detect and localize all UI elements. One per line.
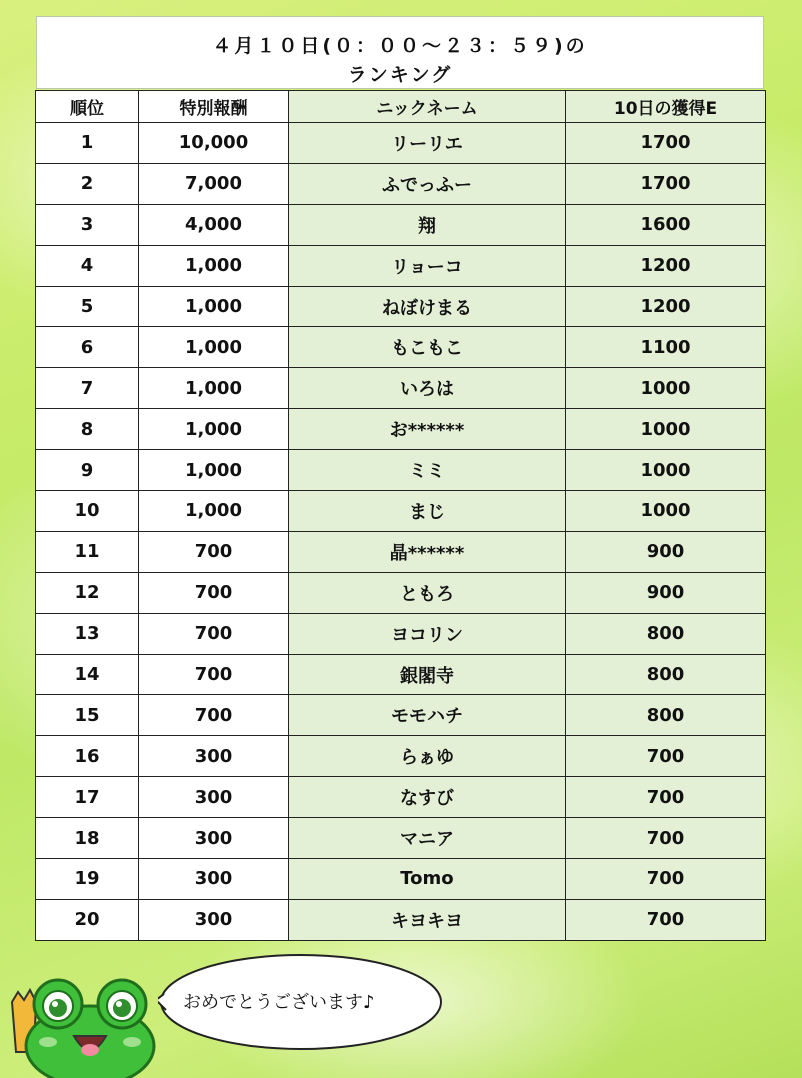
rank-cell: 14 bbox=[36, 654, 139, 695]
points-cell: 1700 bbox=[566, 123, 766, 164]
points-cell: 1000 bbox=[566, 491, 766, 532]
reward-cell: 4,000 bbox=[139, 204, 289, 245]
reward-cell: 700 bbox=[139, 695, 289, 736]
rank-cell: 16 bbox=[36, 736, 139, 777]
reward-cell: 700 bbox=[139, 531, 289, 572]
table-row bbox=[36, 572, 766, 613]
rank-cell: 4 bbox=[36, 245, 139, 286]
reward-cell: 1,000 bbox=[139, 450, 289, 491]
table-row bbox=[36, 695, 766, 736]
rank-cell: 1 bbox=[36, 123, 139, 164]
reward-cell: 300 bbox=[139, 736, 289, 777]
nickname-cell: リョーコ bbox=[289, 245, 566, 286]
points-cell: 900 bbox=[566, 572, 766, 613]
table-row bbox=[36, 286, 766, 327]
points-cell: 900 bbox=[566, 531, 766, 572]
nickname-cell: 銀閣寺 bbox=[289, 654, 566, 695]
nickname-cell: ミミ bbox=[289, 450, 566, 491]
page-title: ４月１０日(０：００〜２３：５９)の bbox=[212, 35, 588, 57]
table-row bbox=[36, 204, 766, 245]
ranking-table-body bbox=[36, 123, 766, 941]
table-row bbox=[36, 450, 766, 491]
reward-cell: 700 bbox=[139, 654, 289, 695]
nickname-cell: ともろ bbox=[289, 572, 566, 613]
table-row bbox=[36, 409, 766, 450]
rank-cell: 8 bbox=[36, 409, 139, 450]
points-cell: 1700 bbox=[566, 163, 766, 204]
rank-cell: 12 bbox=[36, 572, 139, 613]
table-row bbox=[36, 327, 766, 368]
reward-cell: 300 bbox=[139, 859, 289, 900]
table-row bbox=[36, 163, 766, 204]
header-rank: 順位 bbox=[36, 91, 139, 123]
points-cell: 700 bbox=[566, 736, 766, 777]
nickname-cell: Tomo bbox=[289, 859, 566, 900]
rank-cell: 11 bbox=[36, 531, 139, 572]
points-cell: 700 bbox=[566, 818, 766, 859]
points-cell: 1200 bbox=[566, 245, 766, 286]
rank-cell: 10 bbox=[36, 491, 139, 532]
points-cell: 1000 bbox=[566, 450, 766, 491]
reward-cell: 700 bbox=[139, 613, 289, 654]
table-row bbox=[36, 368, 766, 409]
rank-cell: 5 bbox=[36, 286, 139, 327]
nickname-cell: キヨキヨ bbox=[289, 899, 566, 940]
nickname-cell: もこもこ bbox=[289, 327, 566, 368]
rank-cell: 13 bbox=[36, 613, 139, 654]
congratulations-text: おめでとうございます♪ bbox=[183, 992, 375, 1013]
rank-cell: 6 bbox=[36, 327, 139, 368]
rank-cell: 20 bbox=[36, 899, 139, 940]
rank-cell: 3 bbox=[36, 204, 139, 245]
reward-cell: 1,000 bbox=[139, 245, 289, 286]
nickname-cell: ねぼけまる bbox=[289, 286, 566, 327]
points-cell: 1600 bbox=[566, 204, 766, 245]
nickname-cell: ふでっふー bbox=[289, 163, 566, 204]
rank-cell: 19 bbox=[36, 859, 139, 900]
table-row bbox=[36, 491, 766, 532]
points-cell: 800 bbox=[566, 613, 766, 654]
reward-cell: 1,000 bbox=[139, 286, 289, 327]
nickname-cell: なすび bbox=[289, 777, 566, 818]
points-cell: 700 bbox=[566, 859, 766, 900]
nickname-cell: らぁゆ bbox=[289, 736, 566, 777]
points-cell: 1000 bbox=[566, 409, 766, 450]
points-cell: 700 bbox=[566, 777, 766, 818]
table-row bbox=[36, 245, 766, 286]
header-reward: 特別報酬 bbox=[139, 91, 289, 123]
table-row bbox=[36, 818, 766, 859]
title-box bbox=[36, 16, 764, 89]
reward-cell: 1,000 bbox=[139, 327, 289, 368]
table-row bbox=[36, 123, 766, 164]
reward-cell: 10,000 bbox=[139, 123, 289, 164]
rank-cell: 18 bbox=[36, 818, 139, 859]
rank-cell: 7 bbox=[36, 368, 139, 409]
nickname-cell: 晶****** bbox=[289, 531, 566, 572]
table-row bbox=[36, 736, 766, 777]
rank-cell: 2 bbox=[36, 163, 139, 204]
nickname-cell: ヨコリン bbox=[289, 613, 566, 654]
rank-cell: 9 bbox=[36, 450, 139, 491]
nickname-cell: 翔 bbox=[289, 204, 566, 245]
points-cell: 800 bbox=[566, 654, 766, 695]
reward-cell: 1,000 bbox=[139, 491, 289, 532]
points-cell: 800 bbox=[566, 695, 766, 736]
reward-cell: 300 bbox=[139, 777, 289, 818]
table-row bbox=[36, 859, 766, 900]
rank-cell: 17 bbox=[36, 777, 139, 818]
table-row bbox=[36, 777, 766, 818]
table-row bbox=[36, 899, 766, 940]
page-subtitle: ランキング bbox=[347, 64, 453, 86]
table-header-row bbox=[36, 91, 766, 123]
nickname-cell: まじ bbox=[289, 491, 566, 532]
points-cell: 1200 bbox=[566, 286, 766, 327]
nickname-cell: マニア bbox=[289, 818, 566, 859]
ranking-table bbox=[35, 90, 766, 941]
header-points: 10日の獲得E bbox=[566, 91, 766, 123]
reward-cell: 1,000 bbox=[139, 368, 289, 409]
reward-cell: 1,000 bbox=[139, 409, 289, 450]
rank-cell: 15 bbox=[36, 695, 139, 736]
nickname-cell: モモハチ bbox=[289, 695, 566, 736]
header-nickname: ニックネーム bbox=[289, 91, 566, 123]
nickname-cell: お****** bbox=[289, 409, 566, 450]
reward-cell: 300 bbox=[139, 899, 289, 940]
reward-cell: 300 bbox=[139, 818, 289, 859]
frog-mascot-icon bbox=[10, 968, 160, 1078]
points-cell: 1000 bbox=[566, 368, 766, 409]
reward-cell: 7,000 bbox=[139, 163, 289, 204]
table-row bbox=[36, 613, 766, 654]
reward-cell: 700 bbox=[139, 572, 289, 613]
nickname-cell: いろは bbox=[289, 368, 566, 409]
points-cell: 1100 bbox=[566, 327, 766, 368]
table-row bbox=[36, 531, 766, 572]
points-cell: 700 bbox=[566, 899, 766, 940]
table-row bbox=[36, 654, 766, 695]
nickname-cell: リーリエ bbox=[289, 123, 566, 164]
